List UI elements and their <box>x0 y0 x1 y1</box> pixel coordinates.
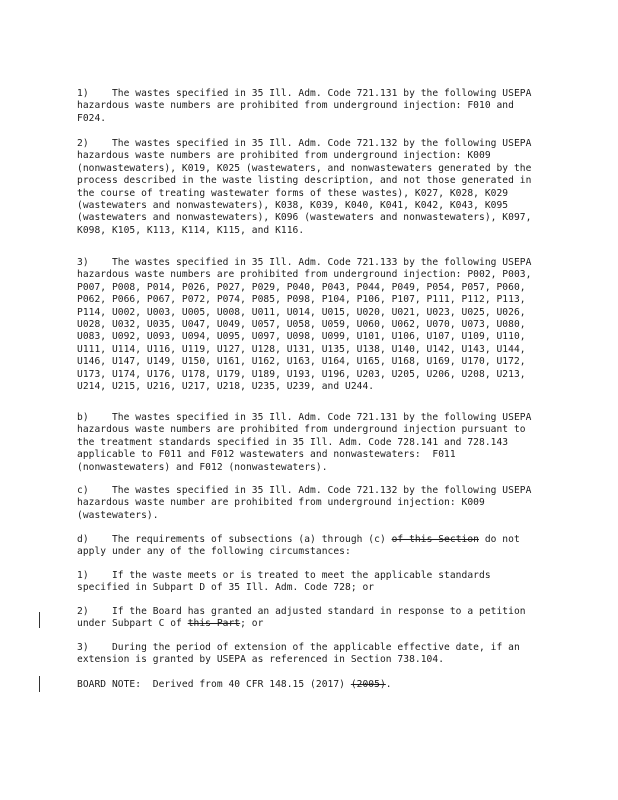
paragraph-a1: 1) The wastes specified in 35 Ill. Adm. Code 721.131 by the following USEPA hazardous waste numbers are prohibited from underground injection: F010 and F024. <box>77 88 538 124</box>
paragraph-d2 <box>77 606 547 631</box>
paragraph-a2: 2) The wastes specified in 35 Ill. Adm. Code 721.132 by the following USEPA hazardous waste numbers are prohibited from underground injection: K009 (nonwastewaters), K019, K025 (wastewaters, and nonwastewaters generated by the process described in the waste listing description, and not those generated in the course of treating wastewater forms of these wastes), K027, K028, K029 (wastewaters and nonwastewaters), K038, K039, K040, K041, K042, K043, K095 (wastewaters and nonwastewaters), K096 (wastewaters and nonwastewaters), K097, K098, K105, K113, K114, K115, and K116. <box>77 138 538 236</box>
board-note <box>77 679 547 691</box>
paragraph-d-text: d) The requirements of subsections (a) through (c) <box>77 534 392 545</box>
paragraph-b: b) The wastes specified in 35 Ill. Adm. Code 721.131 by the following USEPA hazardous waste numbers are prohibited from underground injection pursuant to the treatment standards specified in 35 Ill. Adm. Code 728.141 and 728.143 applicable to F011 and F012 wastewaters and nonwastewaters: F011 (nonwastewaters) and F012 (nonwastewaters). <box>77 412 538 473</box>
paragraph-a3: 3) The wastes specified in 35 Ill. Adm. Code 721.133 by the following USEPA hazardous waste numbers are prohibited from underground injection: P002, P003, P007, P008, P014, P026, P027, P029, P040, P043, P044, P049, P054, P057, P060, P062, P066, P067, P072, P074, P085, P098, P104, P106, P107, P111, P112, P113, P114, U002, U003, U005, U008, U011, U014, U015, U020, U021, U023, U025, U026, U028, U032, U035, U047, U049, U057, U058, U059, U060, U062, U070, U073, U080, U083, U092, U093, U094, U095, U097, U098, U099, U101, U106, U107, U109, U110, U111, U114, U116, U119, U127, U128, U131, U135, U138, U140, U142, U143, U144, U146, U147, U149, U150, U161, U162, U163, U164, U165, U168, U169, U170, U172, U173, U174, U176, U178, U179, U189, U193, U196, U203, U205, U206, U208, U213, U214, U215, U216, U217, U218, U235, U239, and U244. <box>77 257 538 393</box>
deleted-text: (2005) <box>350 679 386 690</box>
paragraph-d1: 1) If the waste meets or is treated to meet the applicable standards specified in Subpart D of 35 Ill. Adm. Code 728; or <box>77 570 497 594</box>
deleted-text: this Part <box>187 618 241 630</box>
paragraph-d2-text: 2) If the Board has granted an adjusted standard in response to a petition under Subpart C of <box>77 606 532 630</box>
paragraph-d <box>77 534 547 559</box>
board-note-text: BOARD NOTE: Derived from 40 CFR 148.15 (2017) <box>77 679 351 690</box>
paragraph-d2-text-end: ; or <box>240 618 264 630</box>
paragraph-d-text-end: do not apply under any of the following circumstances: <box>77 534 526 558</box>
revision-bar <box>39 612 40 628</box>
deleted-text: of this Section <box>391 534 479 545</box>
paragraph-d3: 3) During the period of extension of the applicable effective date, if an extension is granted by USEPA as referenced in Section 738.104. <box>77 642 526 666</box>
board-note-end: . <box>385 679 392 690</box>
revision-bar <box>39 676 40 692</box>
paragraph-c: c) The wastes specified in 35 Ill. Adm. Code 721.132 by the following USEPA hazardous waste number are prohibited from underground injection: K009 (wastewaters). <box>77 485 538 521</box>
